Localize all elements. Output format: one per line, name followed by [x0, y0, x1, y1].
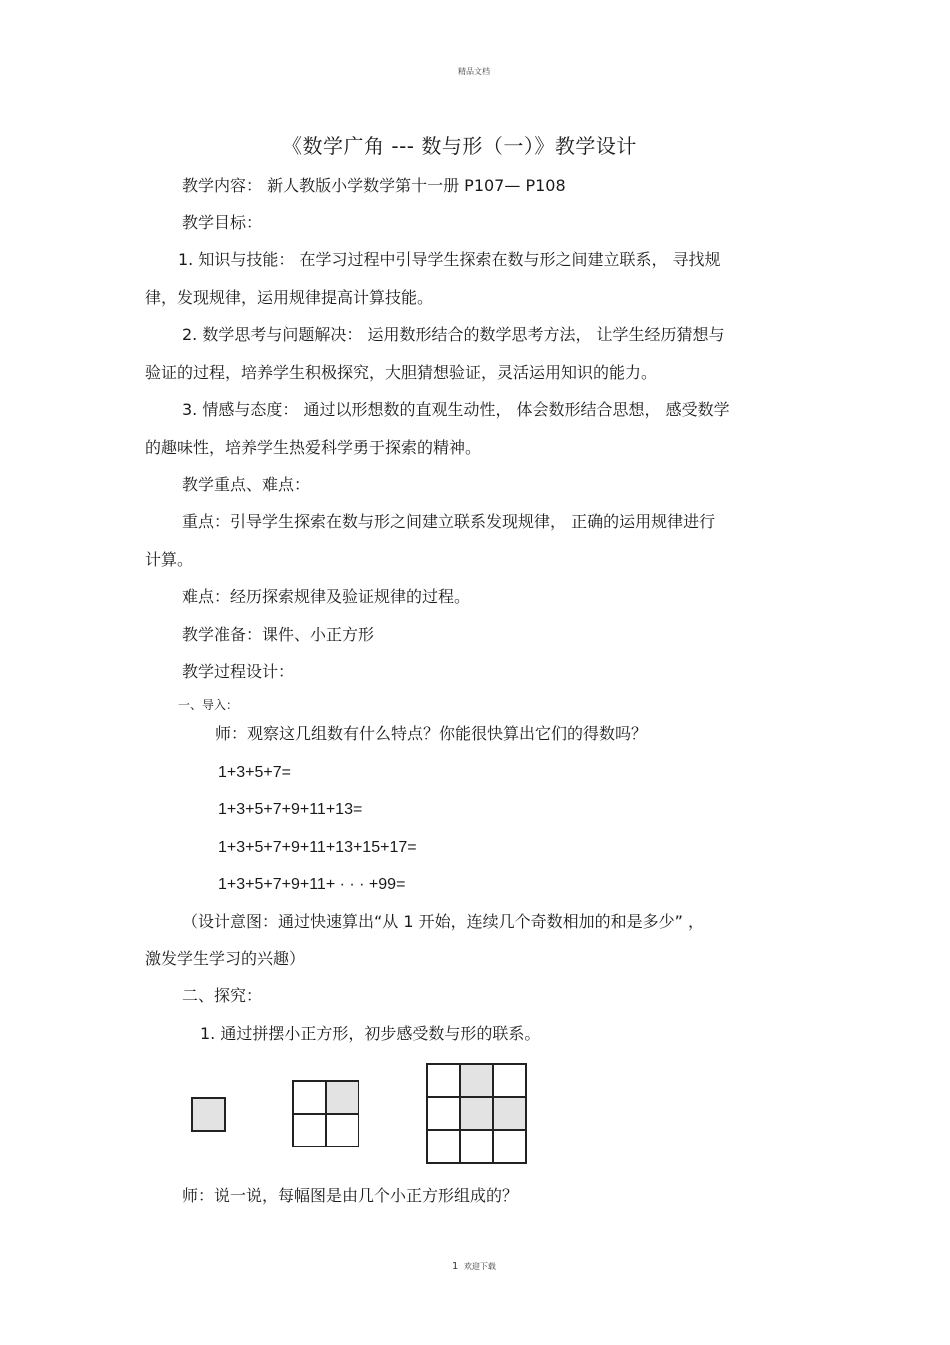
goal-3-line-a: 3. 情感与态度： 通过以形想数的直观生动性， 体会数形结合思想， 感受数学	[182, 400, 730, 419]
formula-2: 1+3+5+7+9+11+13=	[218, 801, 363, 818]
page-number: 1	[452, 1261, 459, 1272]
key-point-line-a: 重点：引导学生探索在数与形之间建立联系发现规律， 正确的运用规律进行	[182, 512, 716, 531]
header-note: 精品文档	[458, 67, 490, 76]
grid-cell	[493, 1130, 526, 1163]
grid-cell-shaded	[460, 1097, 493, 1130]
grid-cell	[493, 1064, 526, 1097]
grid-cell-shaded	[493, 1097, 526, 1130]
grid-cell-shaded	[460, 1064, 493, 1097]
figure-2x2-grid	[292, 1080, 359, 1147]
teaching-goals-heading: 教学目标：	[182, 213, 263, 232]
formula-1: 1+3+5+7=	[218, 764, 291, 781]
grid-cell	[460, 1130, 493, 1163]
grid-cell	[191, 1097, 226, 1132]
explore-heading: 二、探究：	[182, 986, 263, 1005]
grid-cell	[326, 1114, 359, 1147]
footer-note: 欢迎下载	[463, 1262, 496, 1271]
grid-cell	[427, 1064, 460, 1097]
goal-3-line-b: 的趣味性，培养学生热爱科学勇于探索的精神。	[145, 438, 482, 457]
process-heading: 教学过程设计：	[182, 662, 295, 681]
page-title: 《数学广角 --- 数与形（一）》教学设计	[282, 134, 637, 158]
difficulty-line: 难点：经历探索规律及验证规律的过程。	[182, 587, 471, 606]
design-intent-line-b: 激发学生学习的兴趣）	[145, 949, 306, 968]
explore-step-1: 1. 通过拼摆小正方形，初步感受数与形的联系。	[200, 1024, 541, 1043]
goal-1-line-a: 1. 知识与技能： 在学习过程中引导学生探索在数与形之间建立联系， 寻找规	[178, 250, 721, 269]
footer	[452, 1261, 496, 1272]
key-points-heading: 教学重点、难点：	[182, 475, 311, 494]
teacher-question-2: 师：说一说，每幅图是由几个小正方形组成的？	[182, 1186, 519, 1205]
intro-heading: 一、导入：	[178, 698, 239, 712]
grid-cell	[293, 1114, 326, 1147]
key-point-line-b: 计算。	[145, 550, 194, 569]
grid-cell	[427, 1130, 460, 1163]
figure-1x1-grid	[191, 1097, 226, 1132]
goal-2-line-b: 验证的过程，培养学生积极探究，大胆猜想验证，灵活运用知识的能力。	[145, 363, 658, 382]
goal-1-line-b: 律，发现规律，运用规律提高计算技能。	[145, 288, 434, 307]
design-intent-line-a: （设计意图：通过快速算出“从 1 开始，连续几个奇数相加的和是多少” ，	[182, 912, 705, 931]
grid-cell	[427, 1097, 460, 1130]
teacher-question-1: 师：观察这几组数有什么特点？你能很快算出它们的得数吗？	[215, 724, 648, 743]
formula-3: 1+3+5+7+9+11+13+15+17=	[218, 839, 417, 856]
grid-cell	[293, 1081, 326, 1114]
preparation-line: 教学准备：课件、小正方形	[182, 625, 375, 644]
teaching-content-line: 教学内容： 新人教版小学数学第十一册 P107— P108	[182, 176, 566, 195]
goal-2-line-a: 2. 数学思考与问题解决： 运用数形结合的数学思考方法， 让学生经历猜想与	[182, 325, 725, 344]
figure-3x3-grid	[426, 1063, 527, 1164]
formula-4: 1+3+5+7+9+11+ · · · +99=	[218, 876, 406, 893]
grid-cell-shaded	[326, 1081, 359, 1114]
